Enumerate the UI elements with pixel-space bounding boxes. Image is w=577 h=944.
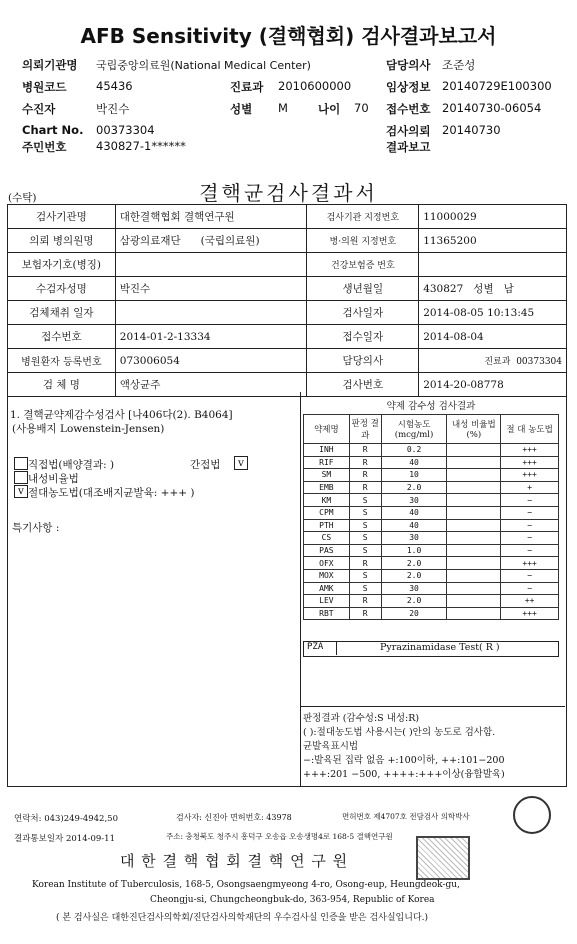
drug-row [304,481,559,494]
drug-cell: 40 [381,456,447,469]
drug-table [303,414,559,620]
drug-cell: R [349,481,381,494]
cell-label: 생년월일 [307,277,419,301]
drug-row [304,444,559,457]
drug-cell: +++ [501,444,559,457]
cell-value: 2014-08-05 10:13:45 [419,301,567,325]
drug-cell: +++ [501,557,559,570]
cell-label: 병·의원 지정번호 [307,229,419,253]
cell-value [419,349,567,373]
drug-table-title: 약제 감수성 검사결과 [386,401,476,412]
cell-value: 2014-20-08778 [419,373,567,397]
header-label: Chart No. [22,123,84,137]
header-value: 70 [354,101,369,115]
drug-cell: +++ [501,607,559,620]
drug-cell: PAS [304,544,350,557]
drug-cell: PTH [304,519,350,532]
drug-row [304,595,559,608]
header-value: 45436 [96,79,133,93]
drug-cell: SM [304,469,350,482]
option-absolute: 절대농도법(대조배지균발육: +++ ) [28,487,195,499]
footer-notice: ( 본 검사실은 대한진단검사의학회/진단검사의학재단의 우수검사실 인증을 받은 검사실입니다.) [56,913,429,923]
drug-cell: S [349,532,381,545]
drug-cell [447,595,501,608]
drug-cell [447,519,501,532]
sex-value: 남 [503,283,514,295]
option-indirect: 간접법 [190,459,221,471]
test-line-1: 1. 결핵균약제감수성검사 [나406다(2). B4064] [10,409,233,421]
header-value: 조준성 [442,58,476,72]
drug-cell: CS [304,532,350,545]
drug-cell [447,532,501,545]
header-value: 박진수 [96,102,130,116]
drug-cell: − [501,494,559,507]
drug-cell: LEV [304,595,350,608]
cell-value [419,253,567,277]
drug-row [304,582,559,595]
drug-table-header [304,415,559,444]
drug-row [304,506,559,519]
drug-cell: 30 [381,532,447,545]
checkbox-ratio [14,471,28,484]
drug-header-cell: 판정 결과 [349,415,381,444]
drug-cell: 1.0 [381,544,447,557]
header-value: 국립중앙의료원(National Medical Center) [96,59,311,72]
cell-value: 2014-01-2-13334 [115,325,307,349]
drug-cell: RBT [304,607,350,620]
footer-org-en-2: Cheongju-si, Chungcheongbuk-do, 363-954, Republic of Korea [150,895,435,905]
drug-header-cell: 절 대 농도법 [501,415,559,444]
option-direct: 직접법(배양결과: ) [28,459,115,471]
cell-value [115,253,307,277]
header-value: 20140730 [442,123,501,137]
pza-divider [336,641,337,655]
drug-row [304,532,559,545]
judgement-line: 판정결과 (감수성:S 내성:R) [303,713,420,724]
drug-cell: R [349,595,381,608]
cell-label: 검체채취 일자 [8,301,116,325]
checkbox-absolute: v [14,485,28,498]
report-title: AFB Sensitivity (결핵협회) 검사결과보고서 [80,24,497,48]
drug-cell: 0.2 [381,444,447,457]
drug-cell: INH [304,444,350,457]
pza-value: Pyrazinamidase Test( R ) [380,642,500,653]
drug-cell: 2.0 [381,569,447,582]
drug-cell: − [501,519,559,532]
header-value: 430827-1****** [96,139,186,153]
cell-label: 검 체 명 [8,373,116,397]
drug-cell: R [349,557,381,570]
hospital-name: 삼광의료재단 [119,235,181,247]
dept-value: 00373304 [516,357,562,367]
cell-value: 11000029 [419,205,567,229]
copy-label: (수탁) [8,192,37,204]
drug-cell: R [349,469,381,482]
remarks-label: 특기사항 : [12,522,60,534]
judgement-line: −:발육된 집락 없음 +:100이하, ++:101−200 [303,755,505,766]
drug-cell [447,544,501,557]
round-seal-icon [513,796,551,834]
cell-label: 접수번호 [8,325,116,349]
drug-cell [447,506,501,519]
drug-cell: 30 [381,582,447,595]
drug-cell: ++ [501,595,559,608]
drug-cell: +++ [501,456,559,469]
drug-cell: RIF [304,456,350,469]
cell-label: 검사기관 지정번호 [307,205,419,229]
cell-label: 의뢰 병의원명 [8,229,116,253]
cell-value [115,229,307,253]
cell-value: 액상균주 [115,373,307,397]
drug-cell: 2.0 [381,595,447,608]
header-label: 의뢰기관명 [22,58,78,72]
drug-cell: S [349,506,381,519]
header-label: 임상정보 [386,80,431,94]
judgement-line: 균발육표시법 [303,741,359,752]
footer-phone: 연락처: 043)249-4942,50 [14,814,118,824]
form-title: 결핵균검사결과서 [199,181,378,205]
cell-label: 수검자성명 [8,277,116,301]
cell-label: 검사번호 [307,373,419,397]
drug-row [304,607,559,620]
drug-cell: − [501,582,559,595]
header-label: 주민번호 [22,140,67,154]
checkbox-indirect: v [234,456,248,470]
pza-label: PZA [307,642,324,652]
drug-header-cell: 내성 비율법(%) [447,415,501,444]
drug-cell [447,582,501,595]
dob-value: 430827 [423,283,464,295]
drug-cell: R [349,444,381,457]
footer-org-name: 대 한 결 핵 협 회 결 핵 연 구 원 [120,852,349,870]
footer-report-date: 결과통보일자 2014-09-11 [14,834,115,844]
drug-cell [447,469,501,482]
drug-cell [447,456,501,469]
drug-cell: AMK [304,582,350,595]
drug-row [304,557,559,570]
drug-row [304,469,559,482]
cell-value: 2014-08-04 [419,325,567,349]
drug-cell: 2.0 [381,481,447,494]
drug-cell [447,494,501,507]
cell-label: 병원환자 등록번호 [8,349,116,373]
header-value: M [278,101,288,115]
drug-cell: 20 [381,607,447,620]
drug-cell [447,607,501,620]
option-ratio: 내성비율법 [28,473,79,485]
drug-cell: S [349,494,381,507]
drug-row [304,494,559,507]
drug-cell [447,481,501,494]
drug-cell: − [501,544,559,557]
drug-cell: + [501,481,559,494]
drug-cell [447,569,501,582]
drug-cell: +++ [501,469,559,482]
header-label: 결과보고 [386,140,431,154]
cell-value: 대한결핵협회 결핵연구원 [115,205,307,229]
drug-header-cell: 약제명 [304,415,350,444]
drug-cell: S [349,544,381,557]
test-line-2: (사용배지 Lowenstein-Jensen) [12,423,165,435]
header-label: 담당의사 [386,58,431,72]
square-seal-icon [416,836,470,880]
cell-value [115,301,307,325]
drug-cell: R [349,607,381,620]
drug-cell: − [501,532,559,545]
header-value: 2010600000 [278,79,352,93]
footer-address: 주소: 충청북도 청주시 흥덕구 오송읍 오송생명4로 168-5 결핵연구원 [166,832,393,841]
drug-cell [447,444,501,457]
cell-label: 담당의사 [307,349,419,373]
cell-value: 073006054 [115,349,307,373]
header-label: 검사의뢰 [386,124,431,138]
footer-org-en-1: Korean Institute of Tuberculosis, 168-5, Osongsaengmyeong 4-ro, Osong-eup, Heungdeok-gu, [32,880,460,890]
cell-label: 접수일자 [307,325,419,349]
header-label: 병원코드 [22,80,67,94]
info-table [7,204,567,397]
drug-cell [447,557,501,570]
drug-cell: OFX [304,557,350,570]
cell-value [419,277,567,301]
drug-cell: R [349,456,381,469]
header-label: 나이 [318,102,341,116]
header-value: 00373304 [96,123,155,137]
drug-cell: CPM [304,506,350,519]
header-value: 20140730-06054 [442,101,542,115]
drug-header-cell: 시험농도 (mcg/ml) [381,415,447,444]
cell-label: 검사일자 [307,301,419,325]
drug-row [304,544,559,557]
drug-cell: S [349,569,381,582]
drug-row [304,456,559,469]
header-value: 20140729E100300 [442,79,552,93]
drug-row [304,569,559,582]
drug-cell: EMB [304,481,350,494]
header-label: 진료과 [230,80,264,94]
checkbox-direct [14,457,28,470]
cell-label: 보험자기호(병징) [8,253,116,277]
footer-license: 면허번호 제4707호 전담검사 의학박사 [342,812,470,821]
drug-cell: − [501,569,559,582]
drug-cell: 10 [381,469,447,482]
cell-label: 검사기관명 [8,205,116,229]
sex-label: 성별 [473,283,494,295]
drug-cell: S [349,519,381,532]
drug-cell: S [349,582,381,595]
drug-cell: − [501,506,559,519]
drug-cell: 2.0 [381,557,447,570]
header-label: 성별 [230,102,253,116]
header-label: 접수번호 [386,102,431,116]
drug-cell: KM [304,494,350,507]
drug-row [304,519,559,532]
drug-cell: 40 [381,519,447,532]
cell-label: 건강보험증 번호 [307,253,419,277]
hospital-extra: (국립의료원) [200,235,260,247]
drug-cell: MOX [304,569,350,582]
header-label: 수진자 [22,102,56,116]
cell-value: 박진수 [115,277,307,301]
judgement-line: +++:201 −500, ++++:+++이상(융합발육) [303,769,505,780]
drug-cell: 40 [381,506,447,519]
drug-cell: 30 [381,494,447,507]
dept-label: 진료과 [484,357,511,367]
judgement-line: ( ):절대농도법 사용시는( )안의 농도로 검사함. [303,727,496,738]
cell-value: 11365200 [419,229,567,253]
footer-tester: 검사자: 신진아 면허번호: 43978 [176,813,292,822]
